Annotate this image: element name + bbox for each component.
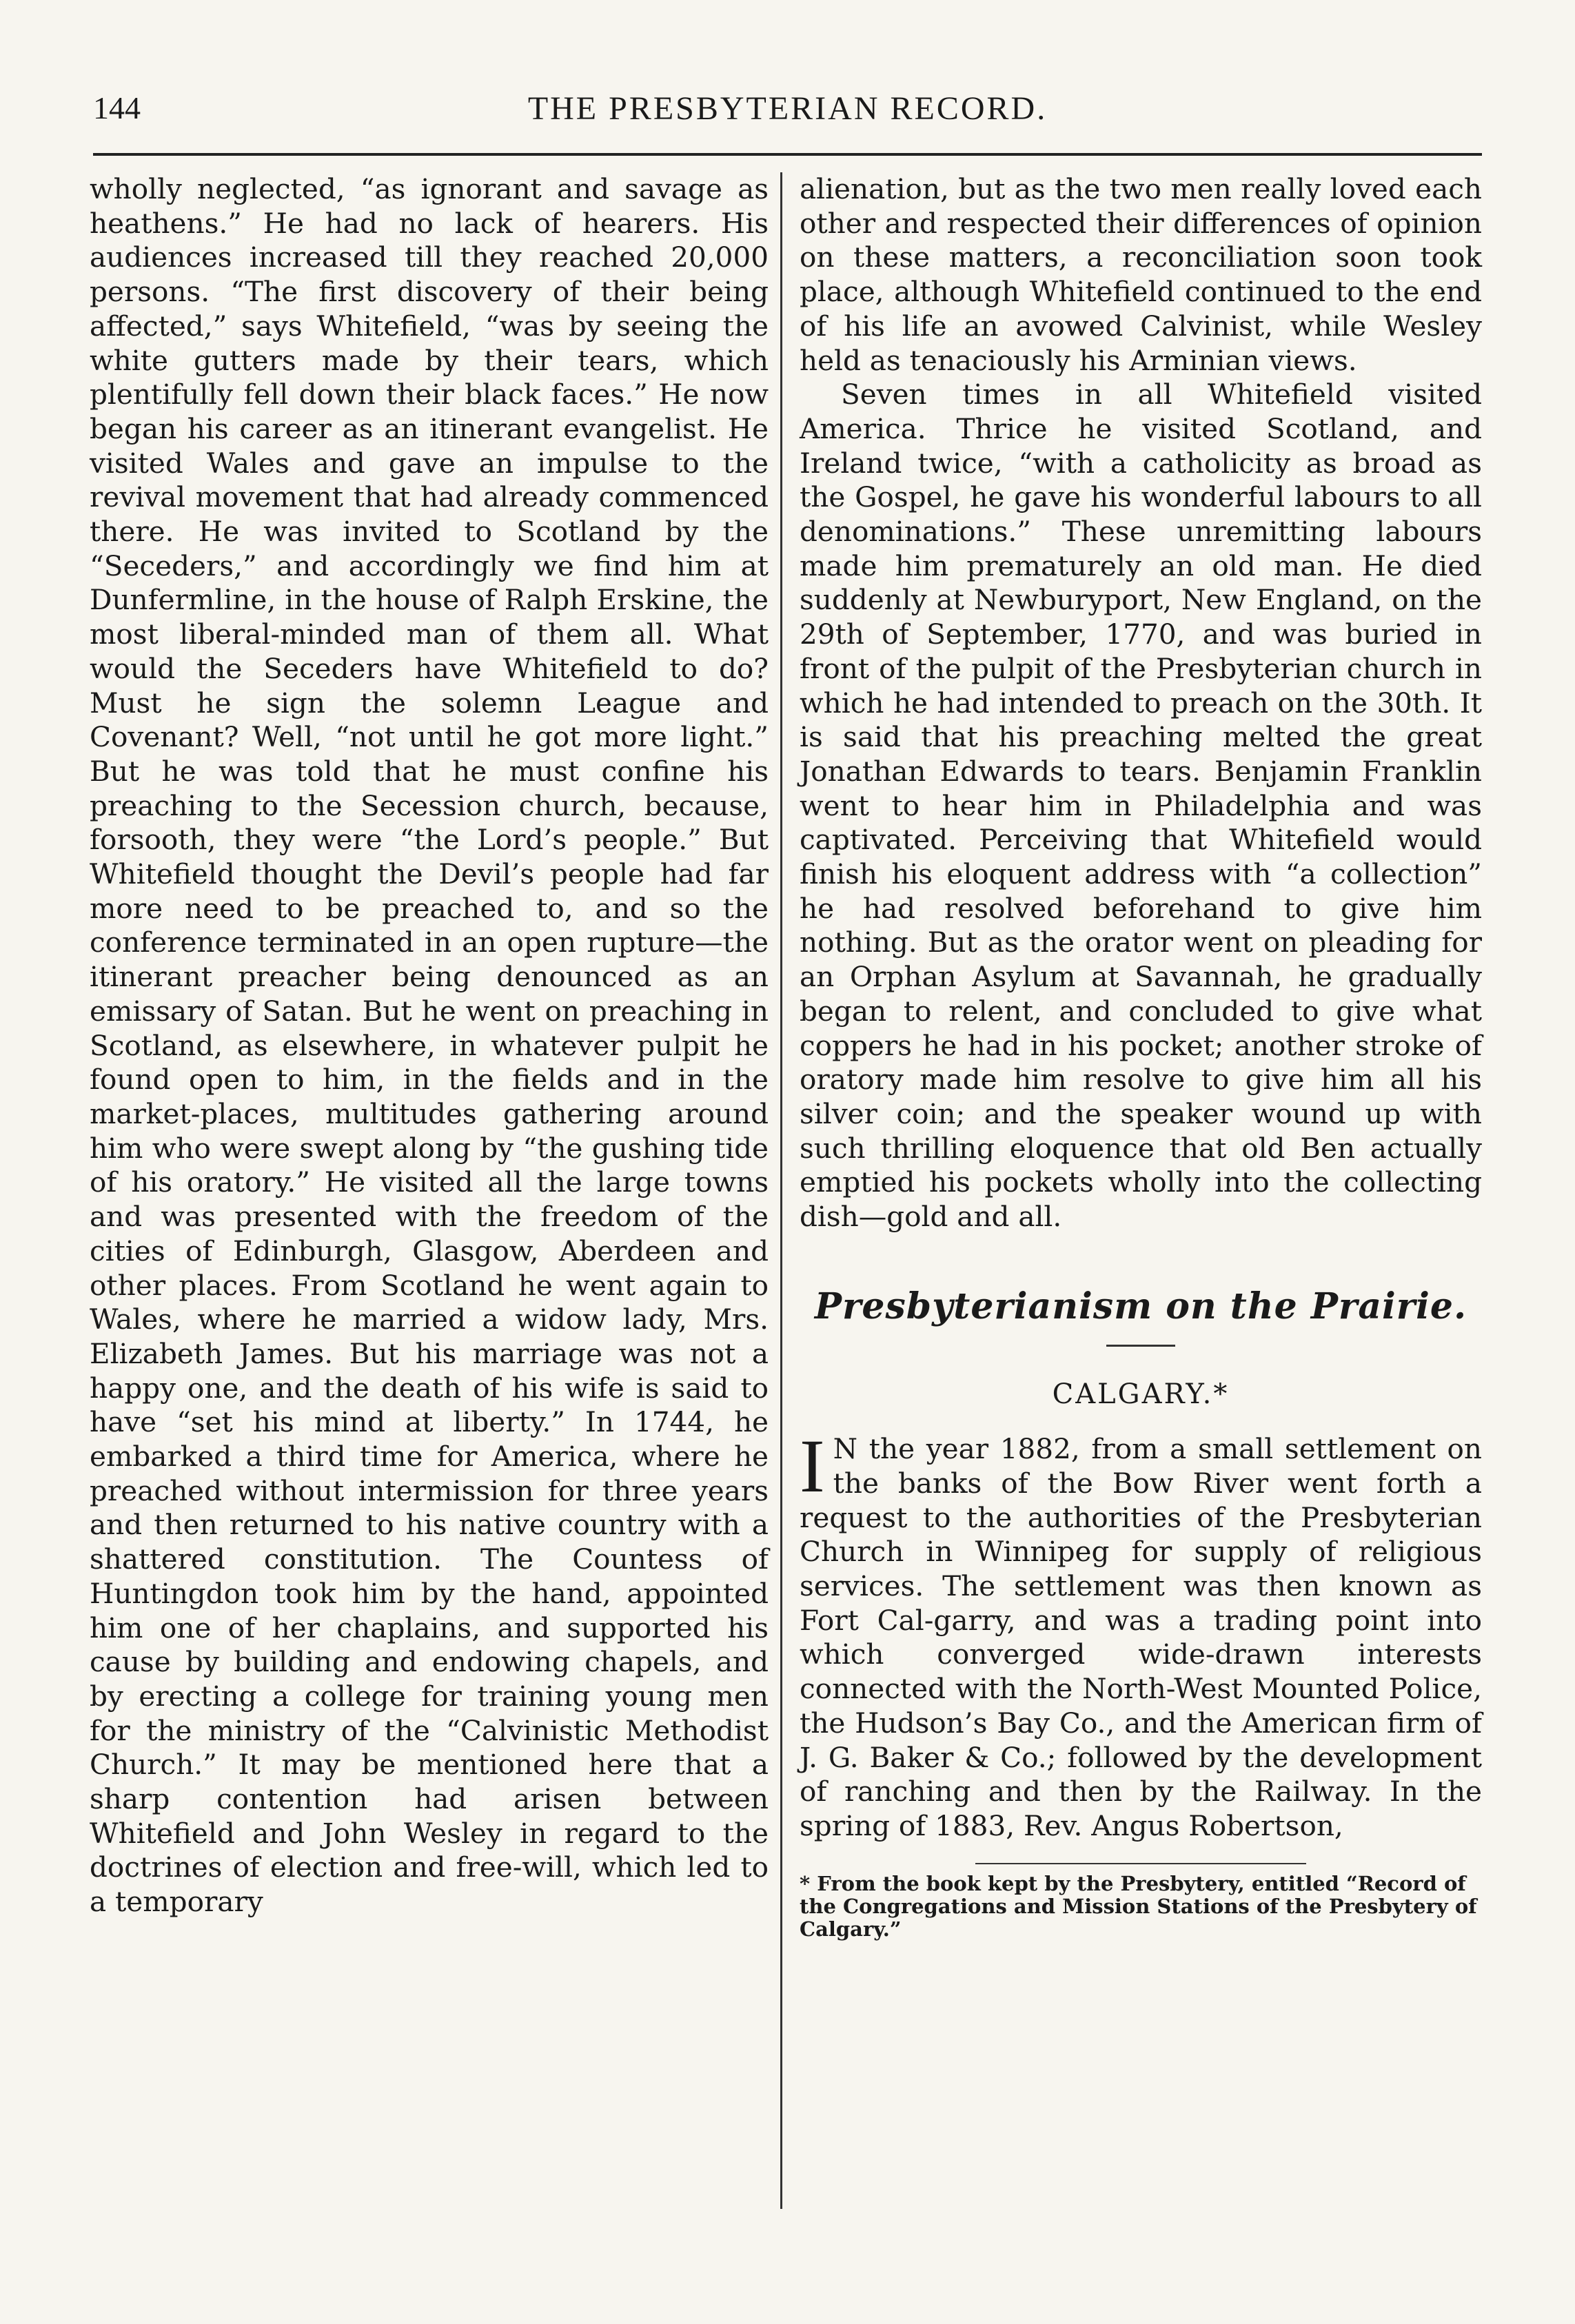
- column-divider: [780, 172, 782, 2209]
- right-column: [800, 172, 1482, 1941]
- drop-cap: I: [800, 1424, 825, 1509]
- section-place-heading: CALGARY.*: [1052, 1378, 1230, 1410]
- right-paragraph-3: [800, 1424, 1482, 1843]
- page-header: [93, 90, 1482, 152]
- left-paragraph-1: wholly neglected, “as ignorant and savage as heathens.” He had no lack of hearers. His audiences increased till they reached 20,000 persons. “The first discovery of their being affected,” says Whitefield, “was by seeing the white gutters made by their tears, which plentifully fell down their black faces.” He now began his career as an itinerant evangelist. He visited Wales and gave an impulse to the revival movement that had already commenced there. He was invited to Scotland by the “Seceders,” and accordingly we find him at Dunfermline, in the house of Ralph Erskine, the most liberal-minded man of them all. What would the Seceders have Whitefield to do? Must he sign the solemn League and Covenant? Well, “not until he got more light.” But he was told that he must confine his preaching to the Secession church, because, forsooth, they were “the Lord’s people.” But Whitefield thought the Devil’s people had far more need to be preached to, and so the conference terminated in an open rupture—the itinerant preacher being denounced as an emissary of Satan. But he went on preaching in Scotland, as elsewhere, in whatever pulpit he found open to him, in the fields and in the market-places, multitudes gathering around him who were swept along by “the gushing tide of his oratory.” He visited all the large towns and was presented with the freedom of the cities of Edinburgh, Glasgow, Aberdeen and other places. From Scotland he went again to Wales, where he married a widow lady, Mrs. Elizabeth James. But his marriage was not a happy one, and the death of his wife is said to have “set his mind at liberty.” In 1744, he embarked a third time for America, where he preached without intermission for three years and then returned to his native country with a shattered constitution. The Countess of Huntingdon took him by the hand, appointed him one of her chaplains, and supported his cause by building and endowing chapels, and by erecting a college for training young men for the ministry of the “Calvinistic Methodist Church.” It may be mentioned here that a sharp contention had arisen between Whitefield and John Wesley in regard to the doctrines of election and free-will, which led to a temporary: [90, 172, 769, 1919]
- right-paragraph-3-text: N the year 1882, from a small settlement on the banks of the Bow River went forth a request to the authorities of the Presbyterian Church in Winnipeg for supply of religious services. The settlement was then known as Fort Cal-garry, and was a trading point into which converged wide-drawn interests connected with the North-West Mounted Police, the Hudson’s Bay Co., and the American firm of J. G. Baker & Co.; followed by the development of ranching and then by the Railway. In the spring of 1883, Rev. Angus Robertson,: [800, 1432, 1482, 1842]
- footnote: * From the book kept by the Presbytery, entitled “Record of the Congregations and Mission Stations of the Presbytery of Calgary.”: [800, 1871, 1477, 1941]
- right-paragraph-2: Seven times in all Whitefield visited America. Thrice he visited Scotland, and Ireland twice, “with a catholicity as broad as the Gospel, he gave his wonderful labours to all denominations.” These unremitting labours made him prematurely an old man. He died suddenly at Newburyport, New England, on the 29th of September, 1770, and was buried in front of the pulpit of the Presbyterian church in which he had intended to preach on the 30th. It is said that his preaching melted the great Jonathan Edwards to tears. Benjamin Franklin went to hear him in Philadelphia and was captivated. Perceiving that Whitefield would finish his eloquent address with “a collection” he had resolved beforehand to give him nothing. But as the orator went on pleading for an Orphan Asylum at Savannah, he gradually began to relent, and concluded to give what coppers he had in his pocket; another stroke of oratory made him resolve to give him all his silver coin; and the speaker wound up with such thrilling eloquence that old Ben actually emptied his pockets wholly into the collecting dish—gold and all.: [800, 378, 1482, 1234]
- section-rule: [1106, 1345, 1175, 1347]
- header-rule: [93, 153, 1482, 156]
- section-title: Presbyterianism on the Prairie.: [814, 1285, 1467, 1327]
- left-column: [90, 172, 769, 1919]
- right-paragraph-1: alienation, but as the two men really loved each other and respected their differences of opinion on these matters, a reconciliation soon took place, although Whitefield continued to the end of his life an avowed Calvinist, while Wesley held as tenaciously his Arminian views.: [800, 172, 1482, 377]
- page-number: 144: [93, 90, 141, 125]
- running-title: THE PRESBYTERIAN RECORD.: [527, 90, 1048, 127]
- footnote-rule: [975, 1863, 1306, 1864]
